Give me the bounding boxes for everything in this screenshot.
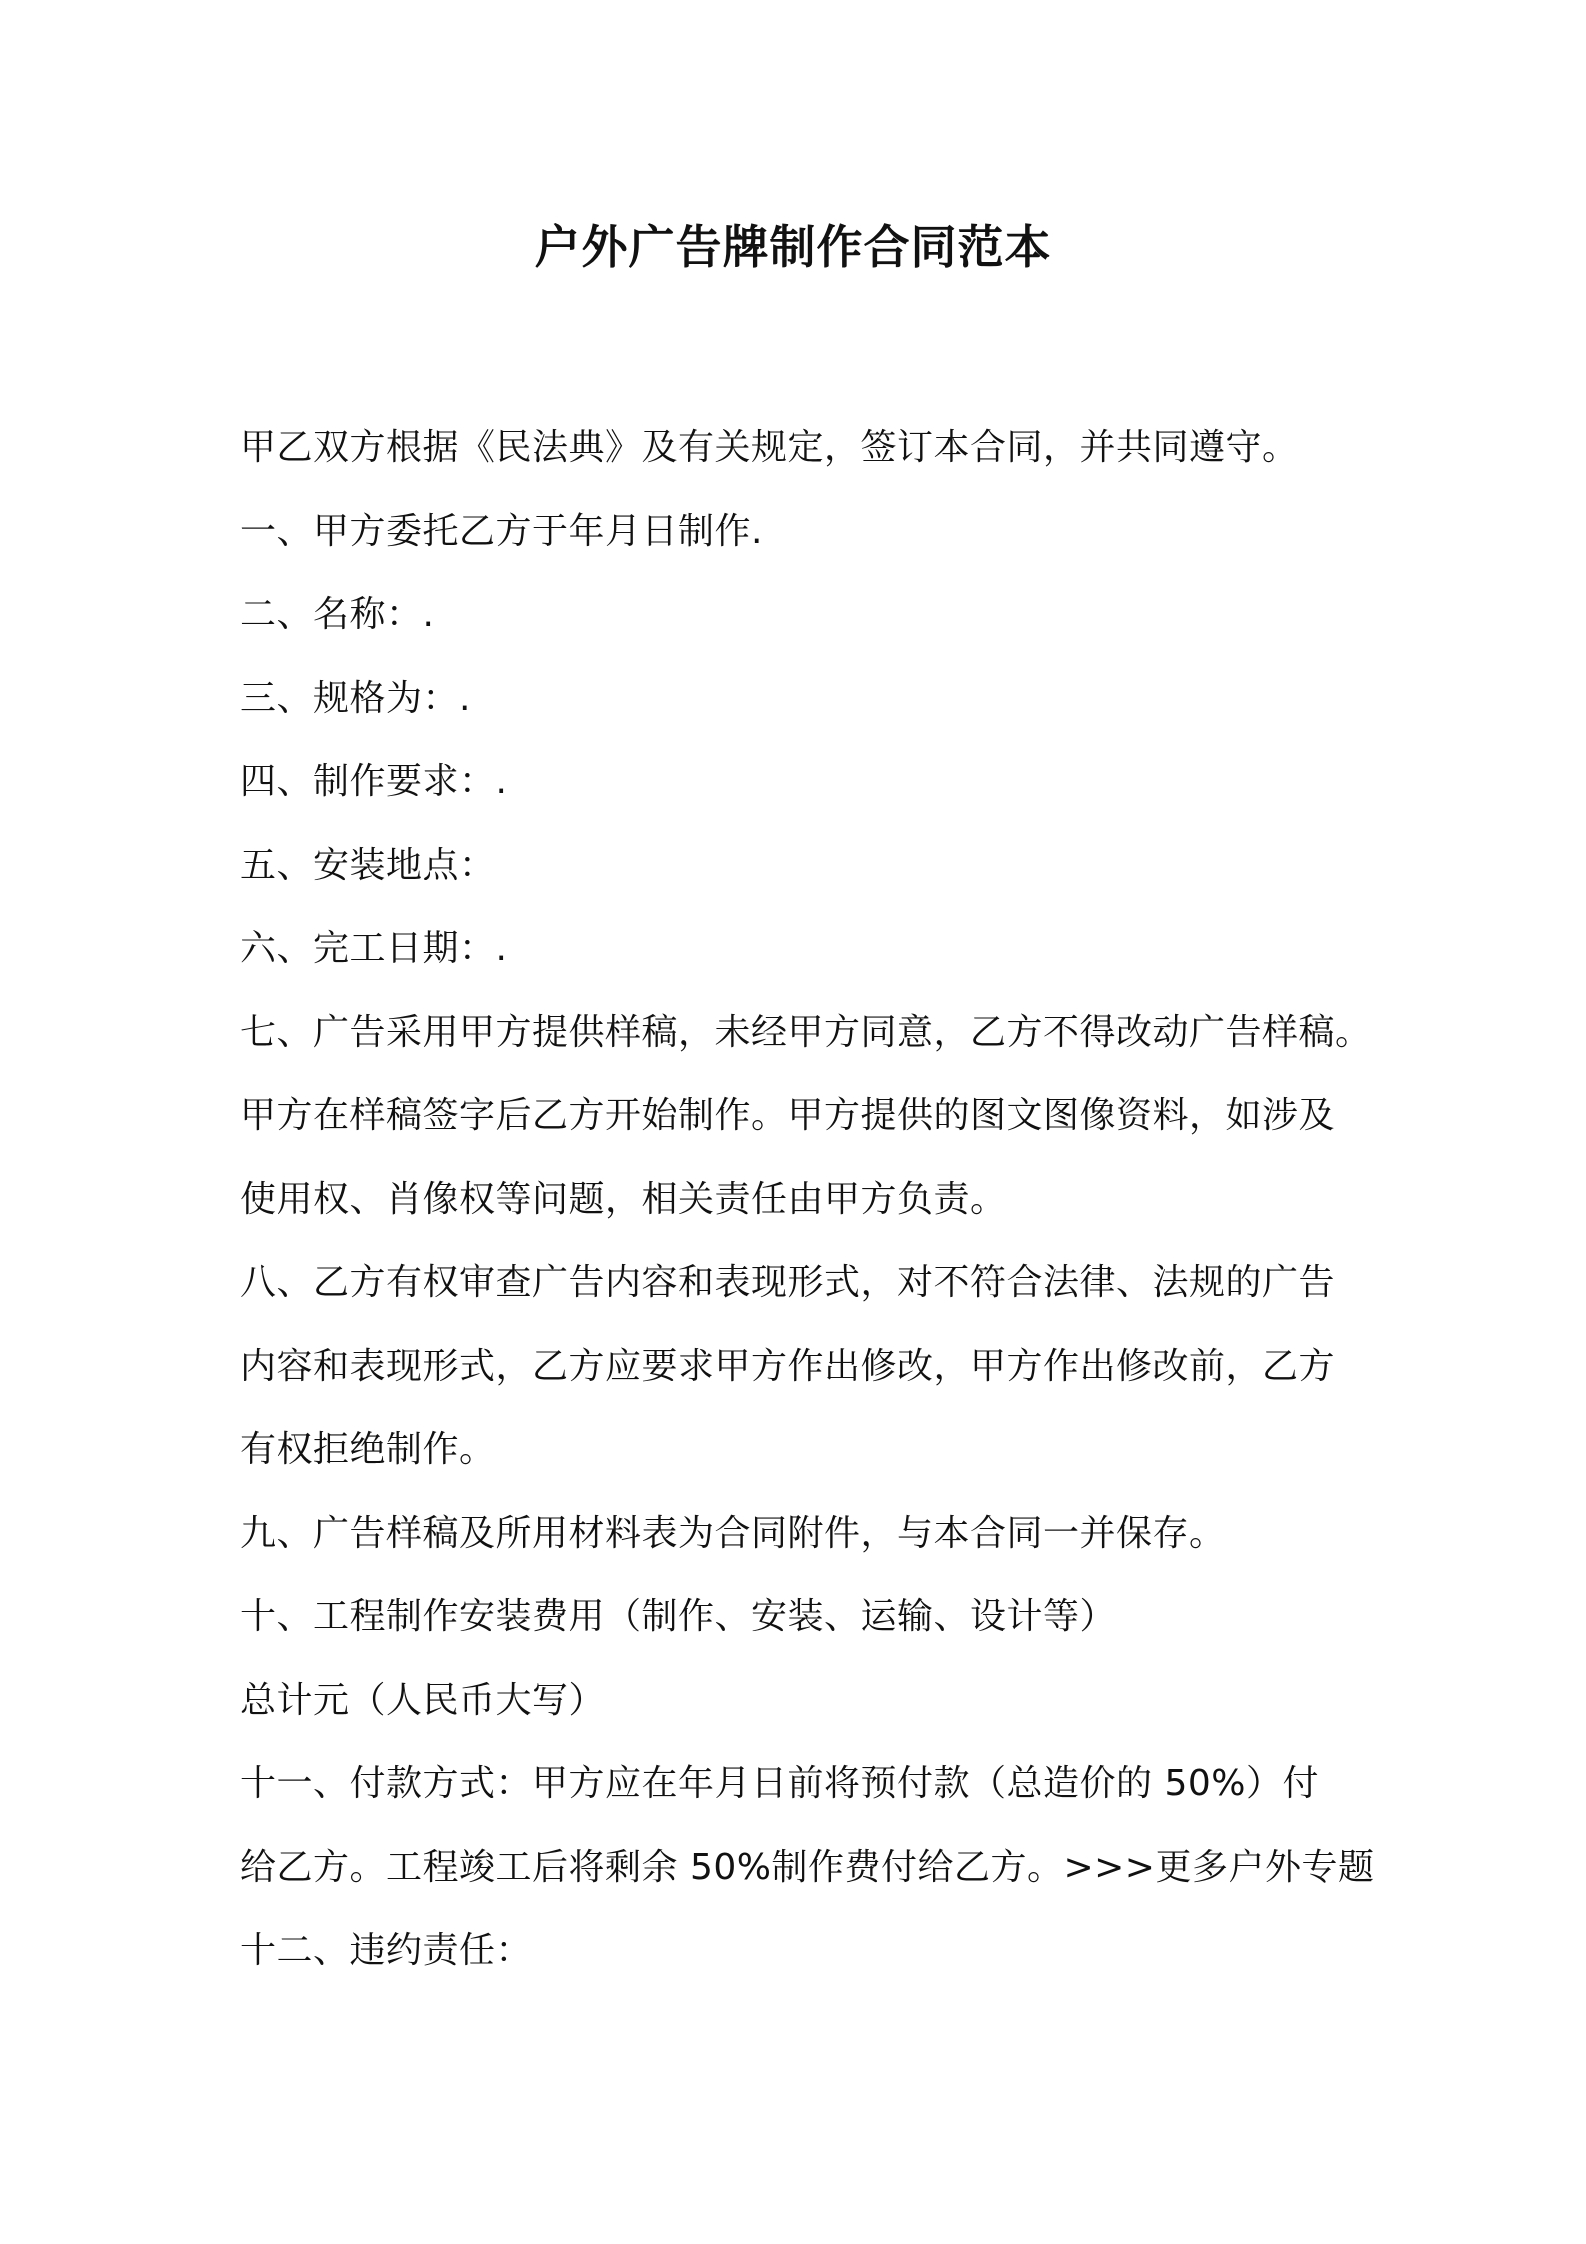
clause-3: 三、规格为：. — [240, 677, 471, 719]
clause-7-line-3: 使用权、肖像权等问题，相关责任由甲方负责。 — [240, 1178, 1007, 1220]
clause-8-line-2: 内容和表现形式，乙方应要求甲方作出修改，甲方作出修改前，乙方 — [240, 1345, 1336, 1387]
clause-8-line-1: 八、乙方有权审查广告内容和表现形式，对不符合法律、法规的广告 — [240, 1262, 1336, 1303]
paragraph-intro: 甲乙双方根据《民法典》及有关规定，签订本合同，并共同遵守。 — [240, 427, 1299, 468]
clause-1: 一、甲方委托乙方于年月日制作. — [240, 510, 763, 552]
clause-10: 十、工程制作安装费用（制作、安装、运输、设计等） — [240, 1596, 1117, 1637]
clause-11-line-1: 十一、付款方式：甲方应在年月日前将预付款（总造价的 50%）付 — [240, 1763, 1319, 1804]
clause-2: 二、名称：. — [240, 594, 435, 635]
document-body — [240, 406, 1375, 1993]
clause-6: 六、完工日期：. — [240, 928, 508, 969]
clause-11-line-2: 给乙方。工程竣工后将剩余 50%制作费付给乙方。>>>更多户外专题 — [240, 1846, 1375, 1888]
clause-7-line-2: 甲方在样稿签字后乙方开始制作。甲方提供的图文图像资料，如涉及 — [240, 1095, 1336, 1136]
clause-4: 四、制作要求：. — [240, 761, 508, 802]
clause-9: 九、广告样稿及所用材料表为合同附件，与本合同一并保存。 — [240, 1512, 1226, 1554]
clause-12: 十二、违约责任： — [240, 1930, 533, 1971]
clause-5: 五、安装地点： — [240, 844, 496, 886]
clause-7-line-1: 七、广告采用甲方提供样稿，未经甲方同意，乙方不得改动广告样稿。 — [240, 1011, 1372, 1053]
clause-10-total: 总计元（人民币大写） — [240, 1679, 606, 1721]
clause-8-line-3: 有权拒绝制作。 — [240, 1429, 496, 1470]
document-title: 户外广告牌制作合同范本 — [534, 220, 1052, 274]
